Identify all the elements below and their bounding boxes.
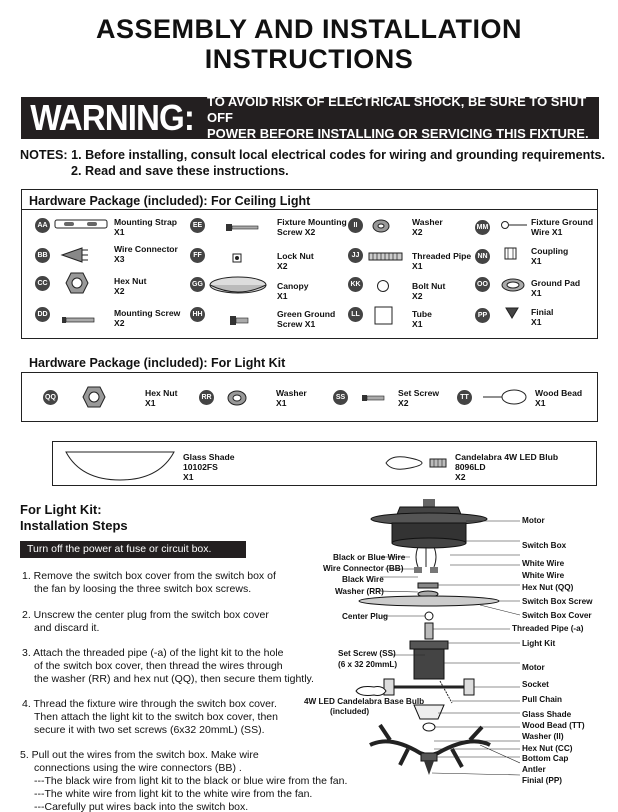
label-set-screw-size: (6 x 32 20mmL)	[338, 660, 398, 669]
socket	[464, 679, 474, 695]
bolt-nut-icon	[376, 279, 390, 293]
tube-icon	[374, 306, 394, 326]
label-hex-nut-qq: Hex Nut (QQ)	[522, 583, 574, 592]
label-washer-rr: Washer (RR)	[335, 587, 384, 596]
glass-shade-icon	[64, 448, 176, 482]
label-washer-ii: Washer (II)	[522, 732, 564, 741]
note-2: 2. Read and save these instructions.	[71, 164, 289, 178]
downrod-top	[423, 499, 435, 507]
badge-ff: FF	[190, 248, 205, 263]
hw-pp-label: Finial X1	[531, 307, 554, 327]
label-white-wire-2: White Wire	[522, 571, 565, 580]
label-hex-nut-cc: Hex Nut (CC)	[522, 744, 573, 753]
switch-box-bottom	[392, 538, 466, 548]
section-heading-light-kit: For Light Kit:	[20, 502, 102, 517]
mounting-strap-icon	[54, 218, 109, 230]
hw-oo-label: Ground Pad X1	[531, 278, 581, 298]
hw-aa-label: Mounting Strap X1	[114, 217, 178, 237]
step-4-line3: secure it with two set screws (6x32 20mmL) (SS).	[34, 724, 265, 736]
label-glass-shade: Glass Shade	[522, 710, 572, 719]
step-4-line2: Then attach the light kit to the switch box cover, then	[34, 711, 278, 723]
hw-qq-label: Hex Nut X1	[145, 388, 178, 408]
warning-message-line2: POWER BEFORE INSTALLING OR SERVICING THIS FIXTURE.	[206, 126, 589, 141]
hw-ll-label: Tube X1	[412, 309, 432, 329]
lightkit-package-title: Hardware Package (included): For Light Kit	[29, 356, 286, 370]
washer-icon	[371, 218, 391, 234]
ceiling-package-title: Hardware Package (included): For Ceiling Light	[29, 194, 311, 208]
step-1-line1: 1. Remove the switch box cover from the switch box of	[22, 570, 276, 582]
coupling-icon	[504, 247, 518, 261]
hw-kk-label: Bolt Nut X2	[412, 281, 446, 301]
badge-rr: RR	[199, 390, 214, 405]
pull-chain	[440, 681, 452, 703]
step-5-line2: connections using the wire connectors (BB) .	[34, 762, 242, 774]
label-set-screw: Set Screw (SS)	[338, 649, 396, 658]
label-led-bulb-included: (included)	[330, 707, 370, 716]
badge-mm: MM	[475, 220, 490, 235]
hw-cc-label: Hex Nut X2	[114, 276, 147, 296]
wire-connector	[414, 567, 422, 573]
step-5-line3: ---The black wire from light kit to the black or blue wire from the fan.	[34, 775, 348, 787]
hw-ee-label: Fixture Mounting Screw X2	[277, 217, 347, 237]
wood-bead-icon	[482, 387, 528, 407]
label-wood-bead: Wood Bead (TT)	[522, 721, 585, 730]
light-kit-motor	[414, 649, 444, 679]
badge-jj: JJ	[348, 248, 363, 263]
candelabra-bulb	[356, 687, 386, 696]
warning-message-line1: TO AVOID RISK OF ELECTRICAL SHOCK, BE SURE TO SHUT OFF	[206, 94, 587, 125]
hex-nut-qq	[418, 583, 438, 588]
badge-dd: DD	[35, 307, 50, 322]
label-motor-2: Motor	[522, 663, 545, 672]
center-plug	[425, 612, 433, 620]
badge-bb: BB	[35, 248, 50, 263]
socket	[384, 679, 394, 695]
section-heading-steps: Installation Steps	[20, 518, 128, 533]
label-switch-box-screw: Switch Box Screw	[522, 597, 593, 606]
label-switch-box-cover: Switch Box Cover	[522, 611, 592, 620]
badge-cc: CC	[35, 276, 50, 291]
step-3-line3: the washer (RR) and hex nut (QQ), then secure them tightly.	[34, 673, 314, 685]
canopy-icon	[208, 275, 268, 297]
warning-banner	[21, 94, 599, 141]
wire-connector	[430, 567, 438, 573]
finial-icon	[504, 306, 520, 320]
wood-bead	[423, 723, 435, 731]
hw-nn-label: Coupling X1	[531, 246, 569, 266]
washer-icon	[226, 389, 248, 407]
label-switch-box: Switch Box	[522, 541, 567, 550]
warning-message	[207, 94, 599, 142]
badge-ll: LL	[348, 307, 363, 322]
note-1: NOTES: 1. Before installing, consult local electrical codes for wiring and grounding requirements.	[20, 148, 606, 162]
label-motor: Motor	[522, 516, 545, 525]
badge-pp: PP	[475, 308, 490, 323]
notes	[20, 147, 605, 179]
page-title-line2: INSTRUCTIONS	[204, 44, 414, 74]
badge-aa: AA	[35, 218, 50, 233]
divider	[21, 209, 598, 210]
step-5-line1: 5. Pull out the wires from the switch box. Make wire	[20, 749, 259, 761]
lock-nut-icon	[232, 253, 242, 263]
hw-ii-label: Washer X2	[412, 217, 443, 237]
light-kit-cap	[410, 641, 448, 649]
label-pull-chain: Pull Chain	[522, 695, 563, 704]
badge-ee: EE	[190, 218, 205, 233]
label-center-plug: Center Plug	[342, 612, 388, 621]
badge-gg: GG	[190, 277, 205, 292]
switch-box-cover	[359, 596, 499, 606]
fan-wires	[416, 547, 436, 567]
hw-ss-label: Set Screw X2	[398, 388, 440, 408]
candelabra-bulb-icon	[384, 452, 450, 474]
badge-hh: HH	[190, 307, 205, 322]
badge-kk: KK	[348, 277, 363, 292]
threaded-pipe	[425, 623, 433, 639]
label-led-bulb: 4W LED Candelabra Base Bulb	[304, 697, 425, 706]
badge-ss: SS	[333, 390, 348, 405]
hex-nut-icon	[65, 272, 89, 294]
badge-tt: TT	[457, 390, 472, 405]
set-screw-icon	[362, 394, 386, 402]
mounting-screw-icon	[62, 316, 96, 324]
hex-nut-icon	[82, 386, 106, 408]
warning-label: WARNING:	[30, 97, 194, 138]
page-title-line1: ASSEMBLY AND INSTALLATION	[95, 14, 523, 44]
hw-rr-label: Washer X1	[276, 388, 307, 408]
hw-hh-label: Green Ground Screw X1	[277, 309, 336, 329]
step-2-line1: 2. Unscrew the center plug from the switch box cover	[22, 609, 269, 621]
green-ground-screw-icon	[230, 316, 250, 326]
label-black-or-blue-wire: Black or Blue Wire	[333, 553, 406, 562]
badge-qq: QQ	[43, 390, 58, 405]
power-off-bar: Turn off the power at fuse or circuit box.	[20, 541, 246, 558]
badge-oo: OO	[475, 277, 490, 292]
hw-dd-label: Mounting Screw X2	[114, 308, 181, 328]
step-5-line4: ---The white wire from light kit to the white wire from the fan.	[34, 788, 313, 800]
step-5-line5: ---Carefully put wires back into the switch box.	[34, 801, 249, 812]
threaded-pipe-icon	[368, 252, 404, 261]
label-socket: Socket	[522, 680, 549, 689]
hw-gg-label: Canopy X1	[277, 281, 309, 301]
step-4-line1: 4. Thread the fixture wire through the switch box cover.	[22, 698, 277, 710]
fixture-ground-wire-icon	[500, 220, 528, 230]
label-bottom-cap: Bottom Cap	[522, 754, 569, 763]
wire-connector-icon	[60, 245, 90, 265]
label-finial: Finial (PP)	[522, 776, 563, 785]
glass-shade	[414, 705, 444, 719]
label-antler: Antler	[522, 765, 546, 774]
label-white-wire-1: White Wire	[522, 559, 565, 568]
ground-pad-icon	[500, 277, 526, 293]
glass-shade-label: Glass Shade 10102FS X1	[183, 452, 235, 482]
badge-ii: II	[348, 218, 363, 233]
step-2-line2: and discard it.	[34, 622, 100, 634]
step-3-line1: 3. Attach the threaded pipe (-a) of the light kit to the hole	[22, 647, 284, 659]
label-wire-connector: Wire Connector (BB)	[323, 564, 404, 573]
bulb-label: Candelabra 4W LED Blub 8096LD X2	[455, 452, 559, 482]
hw-jj-label: Threaded Pipe X1	[412, 251, 472, 271]
hw-bb-label: Wire Connector X3	[114, 244, 178, 264]
fixture-mounting-screw-icon	[226, 223, 260, 232]
hw-tt-label: Wood Bead X1	[535, 388, 583, 408]
bottom-cap	[421, 753, 437, 761]
label-threaded-pipe: Threaded Pipe (-a)	[512, 624, 584, 633]
label-light-kit: Light Kit	[522, 639, 556, 648]
step-3-line2: of the switch box cover, then thread the wires through	[34, 660, 283, 672]
badge-nn: NN	[475, 249, 490, 264]
hw-ff-label: Lock Nut X2	[277, 251, 314, 271]
label-black-wire: Black Wire	[342, 575, 384, 584]
step-1-line2: the fan by loosing the three switch box screws.	[34, 583, 252, 595]
hw-mm-label: Fixture Ground Wire X1	[531, 217, 594, 237]
